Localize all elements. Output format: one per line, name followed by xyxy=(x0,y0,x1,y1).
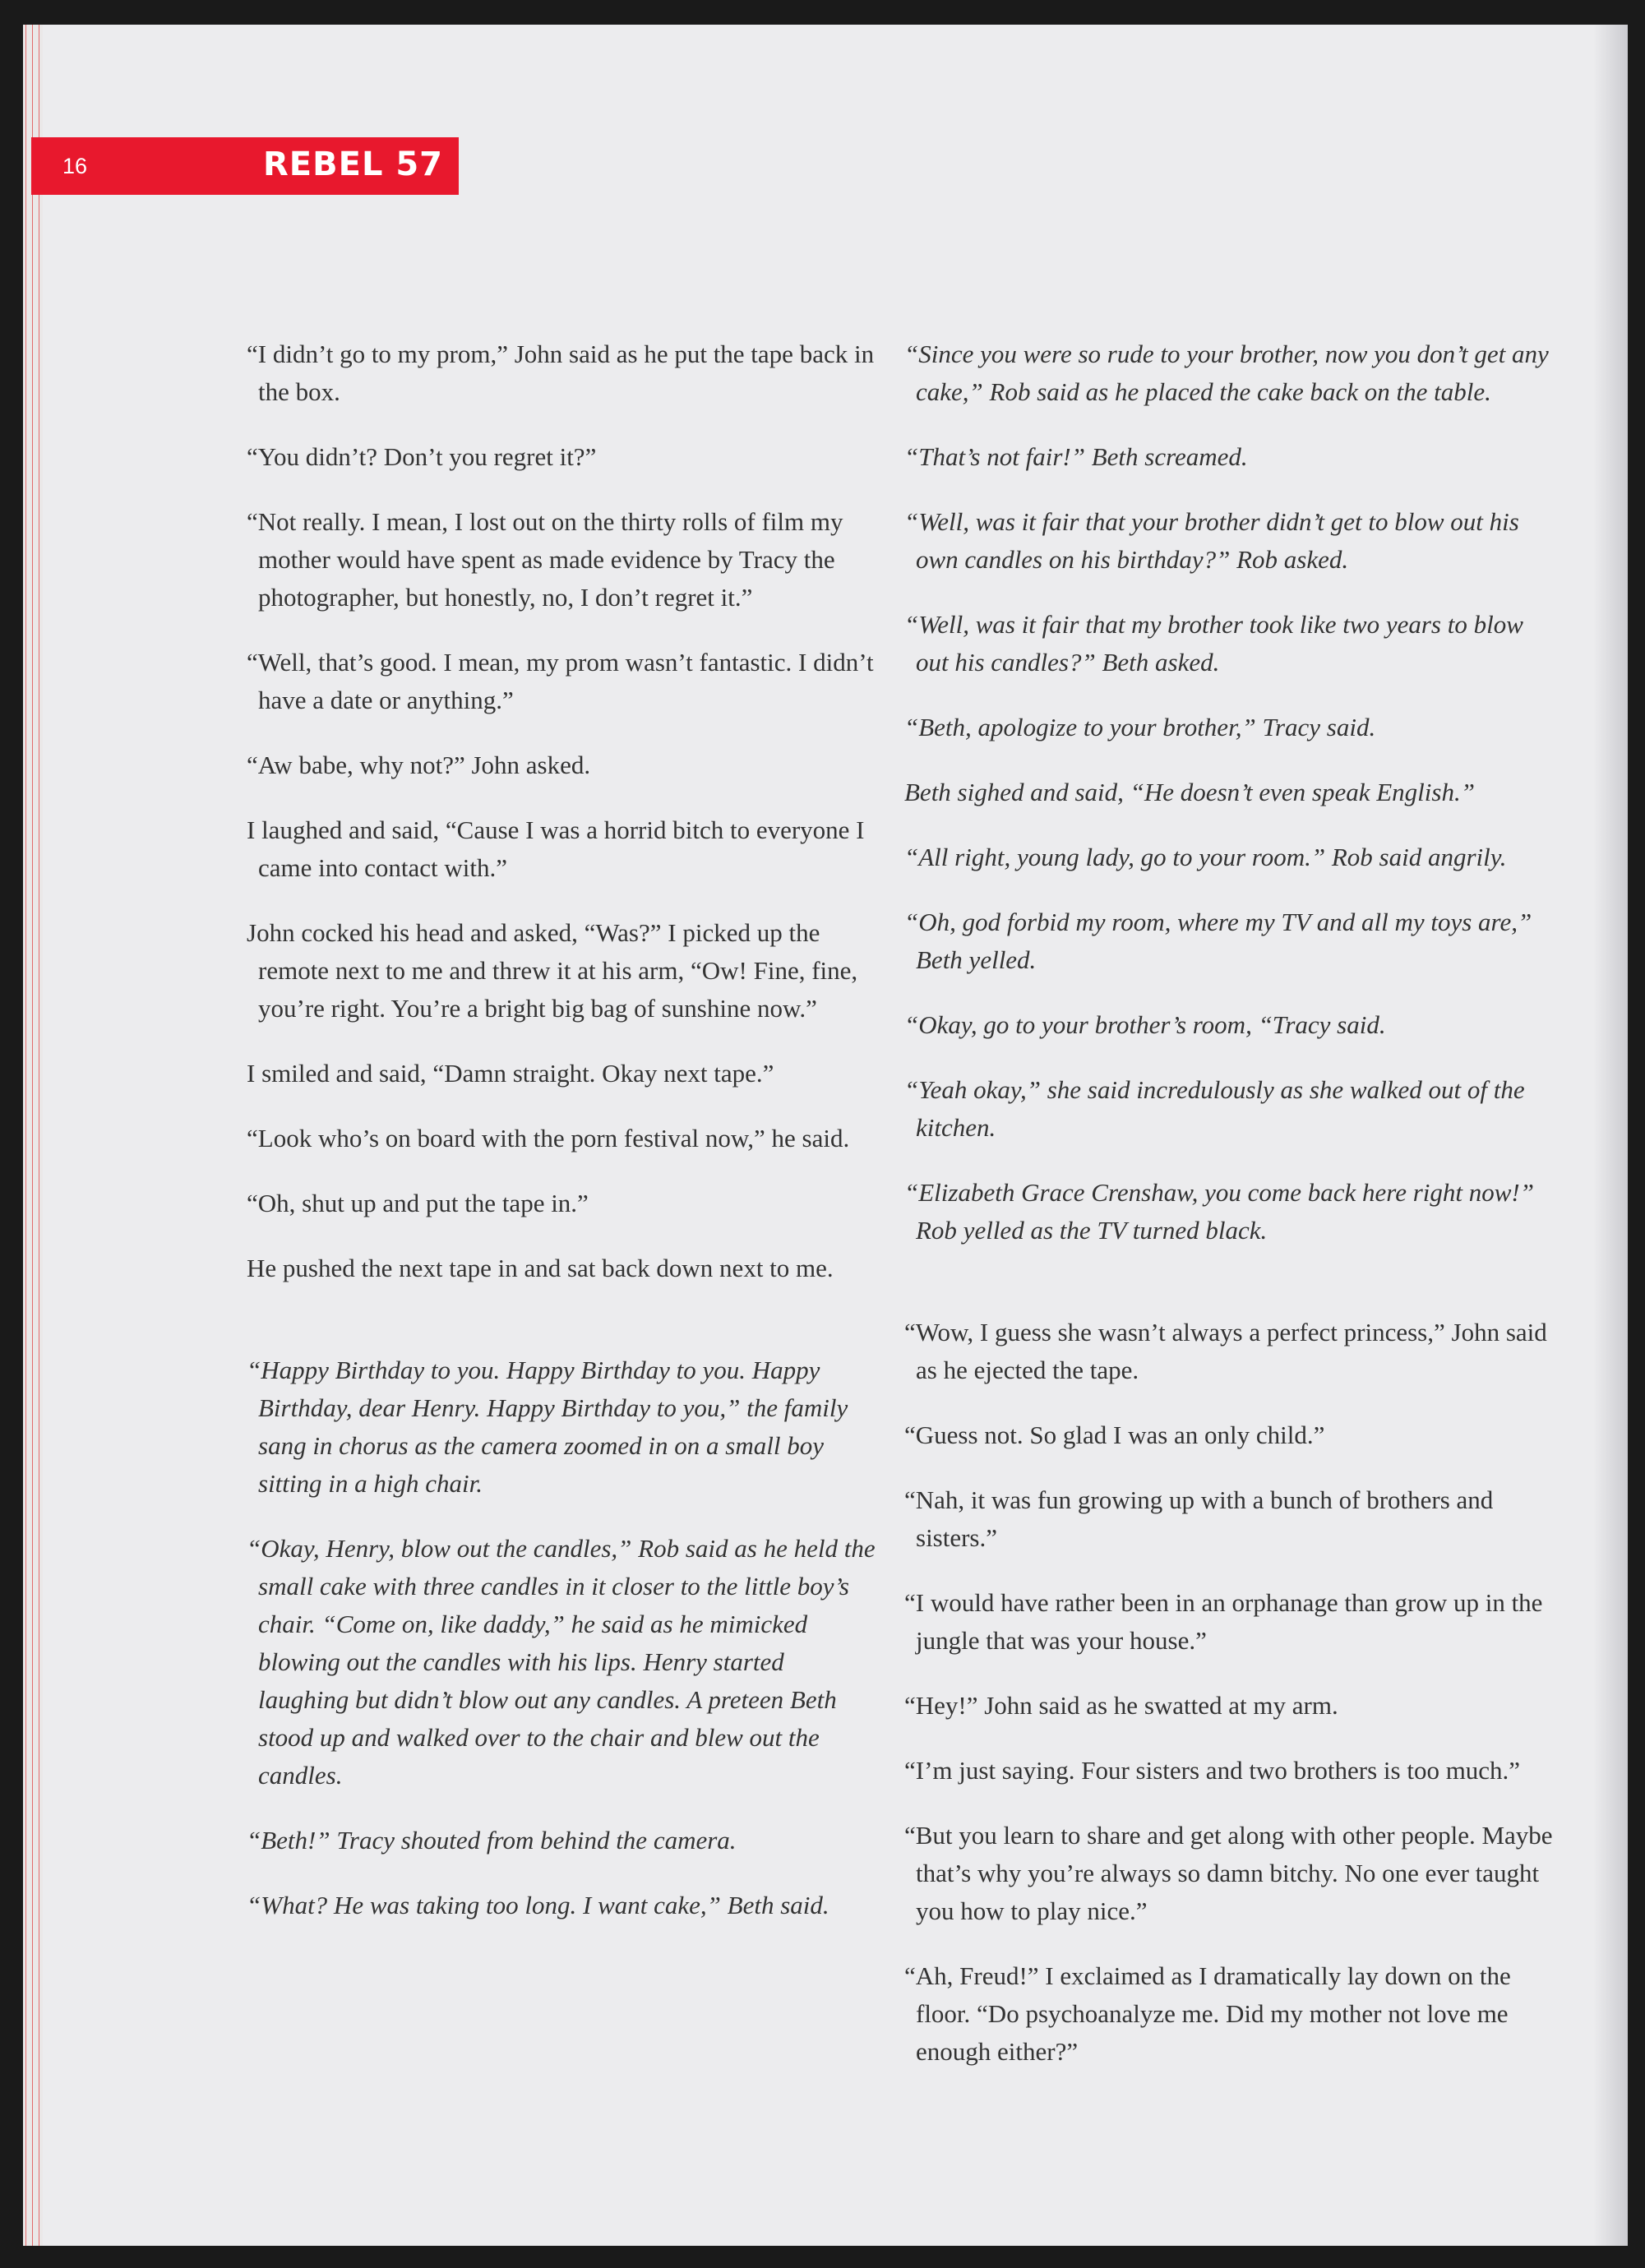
paragraph: “I didn’t go to my prom,” John said as he put the tape back in the box. xyxy=(247,340,875,406)
paragraph: “What? He was taking too long. I want cake,” Beth said. xyxy=(247,1891,829,1919)
paragraph: “Nah, it was fun growing up with a bunch of brothers and sisters.” xyxy=(904,1485,1494,1552)
paragraph: “Hey!” John said as he swatted at my arm. xyxy=(904,1691,1338,1720)
left-text-column xyxy=(247,335,880,1952)
paragraph: “Yeah okay,” she said incredulously as she walked out of the kitchen. xyxy=(904,1075,1525,1142)
paragraph: “Wow, I guess she wasn’t always a perfect princess,” John said as he ejected the tape. xyxy=(904,1318,1547,1384)
paragraph: “Oh, shut up and put the tape in.” xyxy=(247,1189,589,1217)
header-bar xyxy=(31,137,459,195)
paragraph: Beth sighed and said, “He doesn’t even speak English.” xyxy=(904,778,1475,806)
paragraph: “Well, was it fair that your brother didn’t get to blow out his own candles on his birthday?” Rob asked. xyxy=(904,507,1519,574)
paragraph: “Elizabeth Grace Crenshaw, you come back here right now!” Rob yelled as the TV turned black. xyxy=(904,1178,1534,1245)
paragraph: “Oh, god forbid my room, where my TV and all my toys are,” Beth yelled. xyxy=(904,908,1532,974)
paragraph: John cocked his head and asked, “Was?” I picked up the remote next to me and threw it at his arm, “Ow! Fine, fine, you’re right. You’re a bright big bag of sunshine now.” xyxy=(247,918,858,1023)
paragraph: “I would have rather been in an orphanage than grow up in the jungle that was your house.” xyxy=(904,1588,1543,1655)
paragraph: “Okay, go to your brother’s room, “Tracy said. xyxy=(904,1010,1386,1039)
paragraph: “Aw babe, why not?” John asked. xyxy=(247,751,591,779)
magazine-page xyxy=(23,25,1628,2246)
paragraph: He pushed the next tape in and sat back down next to me. xyxy=(247,1254,834,1282)
publication-title: REBEL 57 xyxy=(263,146,444,183)
paragraph: “Beth, apologize to your brother,” Tracy said. xyxy=(904,713,1376,741)
right-text-column xyxy=(904,335,1562,2098)
paragraph: “Beth!” Tracy shouted from behind the camera. xyxy=(247,1826,737,1855)
paragraph: “Okay, Henry, blow out the candles,” Rob said as he held the small cake with three candles in it closer to the little boy’s chair. “Come on, like daddy,” he said as he mimicked blowing out the candles with his lips. Henry started laughing but didn’t blow out any candles. A preteen Beth stood up and walked over to the chair and blew out the candles. xyxy=(247,1534,876,1790)
paragraph: “Guess not. So glad I was an only child.” xyxy=(904,1420,1325,1449)
paragraph: “Not really. I mean, I lost out on the thirty rolls of film my mother would have spent as made evidence by Tracy the photographer, but honestly, no, I don’t regret it.” xyxy=(247,507,843,612)
spine-shadow xyxy=(1593,25,1628,2246)
paragraph: “All right, young lady, go to your room.” Rob said angrily. xyxy=(904,843,1507,871)
paragraph: “That’s not fair!” Beth screamed. xyxy=(904,442,1248,471)
paragraph: “Look who’s on board with the porn festival now,” he said. xyxy=(247,1124,850,1152)
page-edge-stack xyxy=(23,25,43,2246)
paragraph: “You didn’t? Don’t you regret it?” xyxy=(247,442,597,471)
paragraph: “But you learn to share and get along with other people. Maybe that’s why you’re always so damn bitchy. No one ever taught you how to play nice.” xyxy=(904,1821,1553,1925)
paragraph: I laughed and said, “Cause I was a horrid bitch to everyone I came into contact with.” xyxy=(247,815,865,882)
paragraph: “Since you were so rude to your brother, now you don’t get any cake,” Rob said as he placed the cake back on the table. xyxy=(904,340,1549,406)
paragraph: “Well, that’s good. I mean, my prom wasn’t fantastic. I didn’t have a date or anything.” xyxy=(247,648,874,714)
paragraph: “Well, was it fair that my brother took like two years to blow out his candles?” Beth asked. xyxy=(904,610,1523,677)
page-number: 16 xyxy=(62,154,88,178)
paragraph: “I’m just saying. Four sisters and two brothers is too much.” xyxy=(904,1756,1521,1785)
paragraph: “Ah, Freud!” I exclaimed as I dramatically lay down on the floor. “Do psychoanalyze me. Did my mother not love me enough either?” xyxy=(904,1961,1511,2066)
paragraph: “Happy Birthday to you. Happy Birthday to you. Happy Birthday, dear Henry. Happy Birthday to you,” the family sang in chorus as the camera zoomed in on a small boy sitting in a high chair. xyxy=(247,1356,848,1498)
paragraph: I smiled and said, “Damn straight. Okay next tape.” xyxy=(247,1059,774,1088)
